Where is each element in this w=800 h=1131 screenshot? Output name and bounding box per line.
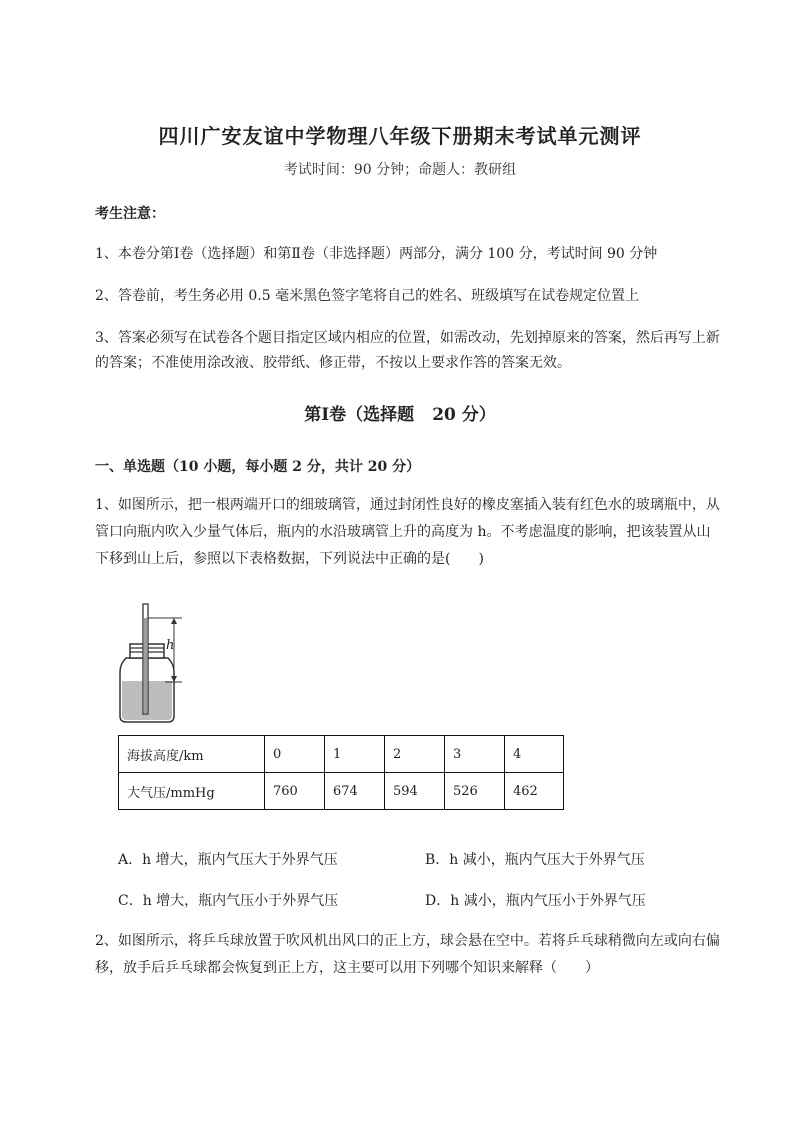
row-label-altitude: 海拔高度/km bbox=[119, 736, 265, 773]
table-cell: 674 bbox=[325, 773, 385, 810]
table-cell: 462 bbox=[505, 773, 564, 810]
table-row bbox=[119, 736, 564, 773]
option-a[interactable]: A．h 增大，瓶内气压大于外界气压 bbox=[118, 852, 338, 868]
question-2-line-1: 2、如图所示，将乒乓球放置于吹风机出风口的正上方，球会悬在空中。若将乒乓球稍微向左或向右偏 bbox=[95, 933, 720, 949]
table-cell: 760 bbox=[265, 773, 325, 810]
notice-item-3-line-1: 3、答案必须写在试卷各个题目指定区域内相应的位置，如需改动，先划掉原来的答案，然后再写上新 bbox=[95, 330, 720, 346]
question-1-line-1: 1、如图所示，把一根两端开口的细玻璃管，通过封闭性良好的橡皮塞插入装有红色水的玻璃瓶中，从 bbox=[95, 497, 720, 513]
section-title bbox=[0, 400, 800, 425]
table-cell: 594 bbox=[385, 773, 445, 810]
option-c[interactable]: C．h 增大，瓶内气压小于外界气压 bbox=[118, 893, 339, 909]
bottle-figure bbox=[110, 598, 210, 732]
notice-heading: 考生注意： bbox=[95, 206, 165, 222]
height-label-h: h bbox=[166, 638, 175, 653]
table-cell: 3 bbox=[445, 736, 505, 773]
table-row bbox=[119, 773, 564, 810]
question-1-line-2: 管口向瓶内吹入少量气体后，瓶内的水沿玻璃管上升的高度为 h。不考虑温度的影响，把该装置从山 bbox=[95, 524, 711, 540]
notice-item-1: 1、本卷分第Ⅰ卷（选择题）和第Ⅱ卷（非选择题）两部分，满分 100 分，考试时间 90 分钟 bbox=[95, 246, 658, 262]
option-b[interactable]: B．h 减小，瓶内气压大于外界气压 bbox=[425, 852, 645, 868]
notice-item-2: 2、答卷前，考生务必用 0.5 毫米黑色签字笔将自己的姓名、班级填写在试卷规定位置上 bbox=[95, 288, 640, 304]
notice-item-3-line-2: 的答案；不准使用涂改液、胶带纸、修正带，不按以上要求作答的答案无效。 bbox=[95, 355, 571, 371]
part-heading: 一、单选题（10 小题，每小题 2 分，共计 20 分） bbox=[95, 459, 421, 475]
question-1-line-3: 下移到山上后，参照以下表格数据，下列说法中正确的是( ) bbox=[95, 551, 484, 567]
table-cell: 1 bbox=[325, 736, 385, 773]
altitude-pressure-table bbox=[118, 735, 564, 810]
table-cell: 2 bbox=[385, 736, 445, 773]
table-cell: 526 bbox=[445, 773, 505, 810]
page-title: 四川广安友谊中学物理八年级下册期末考试单元测评 bbox=[158, 124, 642, 148]
row-label-pressure: 大气压/mmHg bbox=[119, 773, 265, 810]
option-d[interactable]: D．h 减小，瓶内气压小于外界气压 bbox=[425, 893, 646, 909]
table-cell: 4 bbox=[505, 736, 564, 773]
section-score: 20 分） bbox=[432, 405, 496, 425]
question-2-line-2: 移，放手后乒乓球都会恢复到正上方，这主要可以用下列哪个知识来解释（ ） bbox=[95, 960, 599, 976]
table-cell: 0 bbox=[265, 736, 325, 773]
exam-info: 考试时间：90 分钟；命题人：教研组 bbox=[283, 162, 517, 178]
section-title-text: 第Ⅰ卷（选择题 bbox=[304, 405, 415, 425]
bottle-diagram bbox=[110, 598, 210, 728]
